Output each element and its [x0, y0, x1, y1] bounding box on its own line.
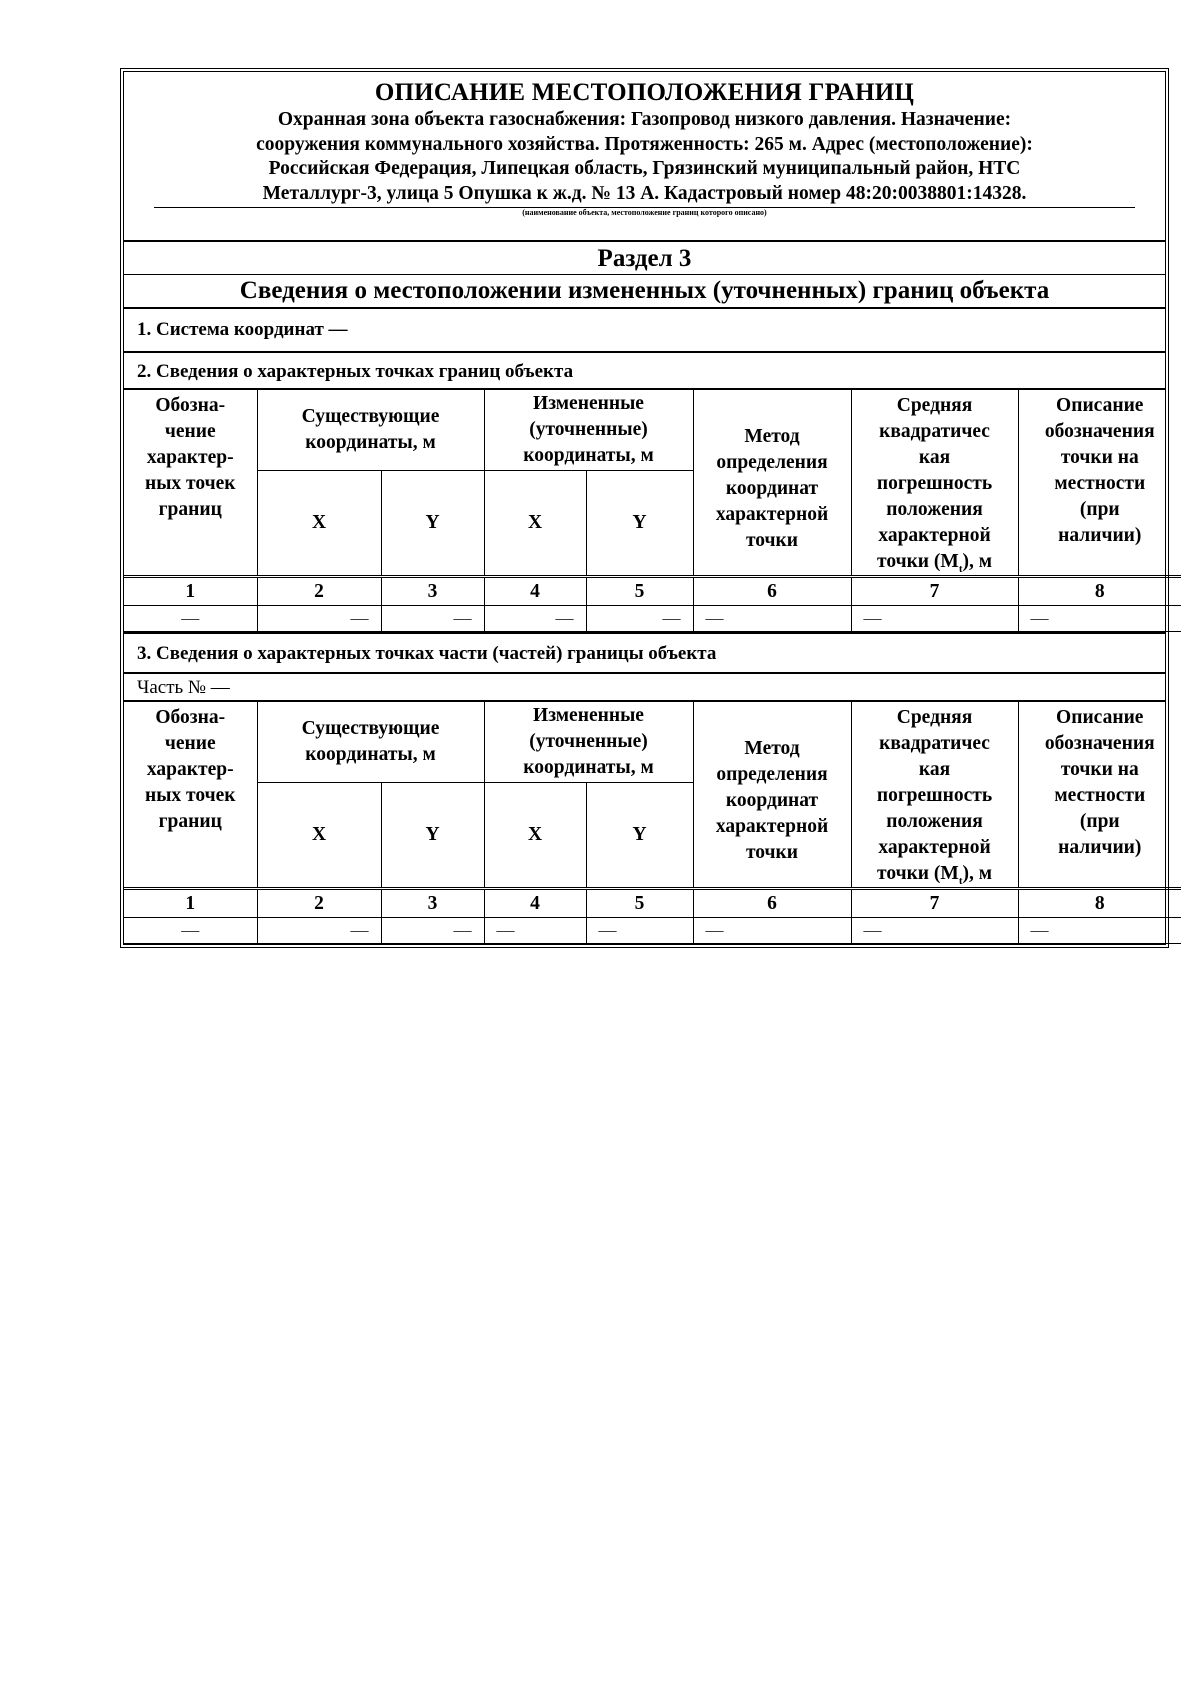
table-cell: — — [257, 918, 381, 944]
object-line-1: Охранная зона объекта газоснабжения: Газопровод низкого давления. Назначение: — [277, 109, 1012, 130]
header-existing-coordinates: Существующие координаты, м — [257, 702, 484, 783]
header-changed-coordinates: Измененные (уточненные) координаты, м — [484, 390, 693, 471]
error-subscript: t — [958, 562, 963, 575]
table-cell: — — [381, 918, 484, 944]
column-numbers-row — [124, 889, 1181, 918]
column-numbers-row — [124, 577, 1181, 606]
header-changed-y: Y — [586, 783, 693, 889]
table-cell: — — [124, 606, 257, 632]
header-existing-y: Y — [381, 471, 484, 577]
coordinate-system: 1. Система координат — — [124, 307, 1165, 351]
document-header — [124, 72, 1165, 240]
header-changed-x: X — [484, 471, 586, 577]
part-number: Часть № — — [124, 672, 1165, 700]
section-title: Раздел 3 — [124, 240, 1165, 274]
error-unit: ), м — [962, 863, 993, 884]
header-method: Метод определения координат характерной точки — [693, 390, 851, 577]
header-existing-y: Y — [381, 783, 484, 889]
column-number: 6 — [693, 577, 851, 606]
table-cell: — — [124, 918, 257, 944]
column-number: 8 — [1018, 577, 1181, 606]
header-existing-x: X — [257, 471, 381, 577]
column-number: 7 — [851, 889, 1018, 918]
header-changed-coordinates: Измененные (уточненные) координаты, м — [484, 702, 693, 783]
table-cell: — — [851, 606, 1018, 632]
column-number: 7 — [851, 577, 1018, 606]
points-table — [124, 390, 1181, 632]
header-mean-square-error — [851, 702, 1018, 889]
table-cell: — — [693, 918, 851, 944]
column-number: 2 — [257, 577, 381, 606]
object-caption: (наименование объекта, местоположение границ которого описано) — [522, 208, 767, 217]
table-cell: — — [851, 918, 1018, 944]
header-point-designation: Обозна- чение характер- ных точек границ — [124, 702, 257, 889]
table-cell: — — [257, 606, 381, 632]
column-number: 3 — [381, 577, 484, 606]
parts-table-block — [124, 700, 1165, 944]
points-table-block — [124, 388, 1165, 632]
header-point-designation: Обозна- чение характер- ных точек границ — [124, 390, 257, 577]
column-number: 5 — [586, 889, 693, 918]
object-line-2: сооружения коммунального хозяйства. Протяженность: 265 м. Адрес (местоположение): — [256, 133, 1033, 155]
parts-title: 3. Сведения о характерных точках части (частей) границы объекта — [124, 632, 1165, 672]
header-point-description: Описание обозначения точки на местности (при наличии) — [1018, 702, 1181, 889]
table-cell: — — [484, 918, 586, 944]
header-point-description: Описание обозначения точки на местности (при наличии) — [1018, 390, 1181, 577]
error-unit: ), м — [962, 551, 993, 572]
header-changed-y: Y — [586, 471, 693, 577]
header-method: Метод определения координат характерной точки — [693, 702, 851, 889]
section-subtitle: Сведения о местоположении измененных (уточненных) границ объекта — [124, 274, 1165, 307]
header-changed-x: X — [484, 783, 586, 889]
column-number: 1 — [124, 889, 257, 918]
table-cell: — — [1018, 918, 1181, 944]
table-cell: — — [693, 606, 851, 632]
parts-table — [124, 702, 1181, 944]
error-label: Средняя квадратичес кая погрешность положения характерной точки (M — [876, 395, 993, 572]
object-line-3: Российская Федерация, Липецкая область, Грязинский муниципальный район, НТС — [268, 158, 1021, 179]
error-label: Средняя квадратичес кая погрешность положения характерной точки (M — [876, 707, 993, 884]
column-number: 4 — [484, 577, 586, 606]
column-number: 1 — [124, 577, 257, 606]
column-number: 3 — [381, 889, 484, 918]
header-mean-square-error — [851, 390, 1018, 577]
header-existing-coordinates: Существующие координаты, м — [257, 390, 484, 471]
table-cell: — — [586, 918, 693, 944]
table-cell: — — [1018, 606, 1181, 632]
column-number: 5 — [586, 577, 693, 606]
boundary-description-form — [123, 71, 1166, 945]
header-existing-x: X — [257, 783, 381, 889]
table-row — [124, 918, 1181, 944]
table-cell: — — [586, 606, 693, 632]
column-number: 6 — [693, 889, 851, 918]
column-number: 8 — [1018, 889, 1181, 918]
error-subscript: t — [958, 874, 963, 887]
document-title: ОПИСАНИЕ МЕСТОПОЛОЖЕНИЯ ГРАНИЦ — [374, 79, 915, 106]
column-number: 2 — [257, 889, 381, 918]
table-cell: — — [484, 606, 586, 632]
table-row — [124, 606, 1181, 632]
points-title: 2. Сведения о характерных точках границ объекта — [124, 351, 1165, 388]
object-line-4: Металлург-3, улица 5 Опушка к ж.д. № 13 А. Кадастровый номер 48:20:0038801:14328. — [262, 182, 1027, 204]
table-cell: — — [381, 606, 484, 632]
column-number: 4 — [484, 889, 586, 918]
